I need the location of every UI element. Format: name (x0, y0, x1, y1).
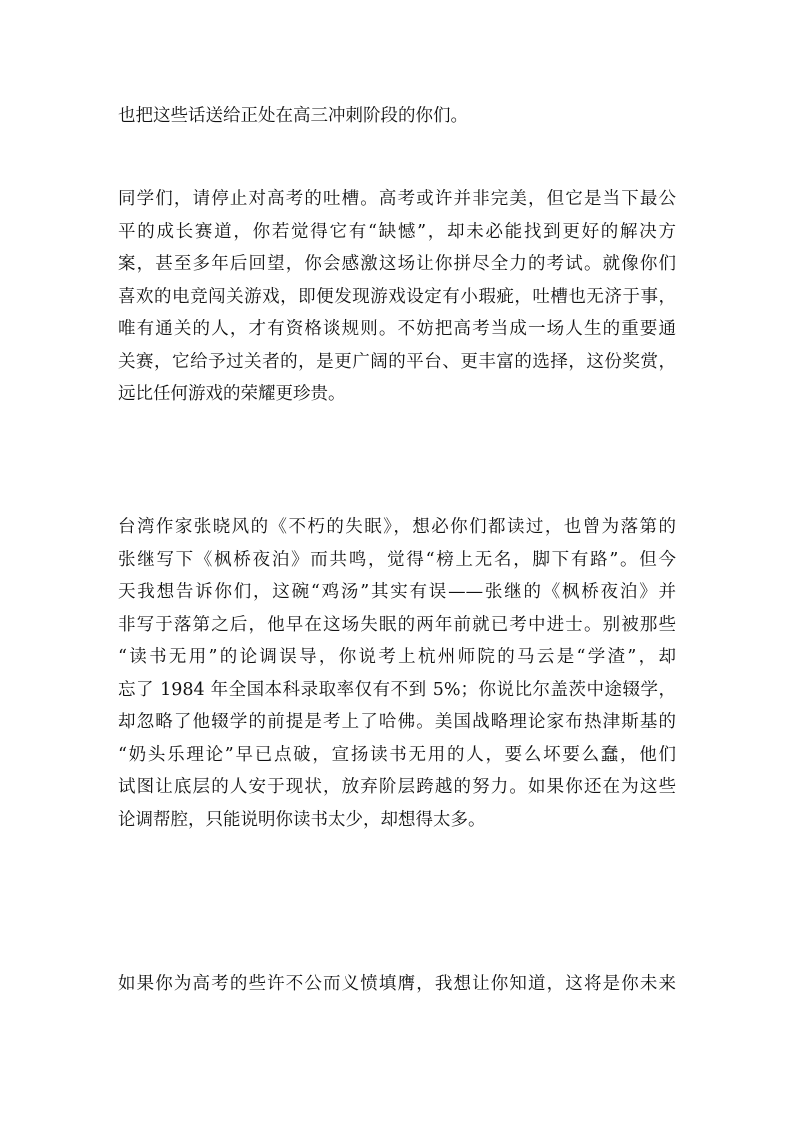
text-line: 平的成长赛道，你若觉得它有“缺憾”，却未必能找到更好的解决方 (118, 221, 676, 242)
text-line: 却忽略了他辍学的前提是考上了哈佛。美国战略理论家布热津斯基的 (118, 712, 676, 732)
text-line: 案，甚至多年后回望，你会感激这场让你拼尽全力的考试。就像你们 (118, 254, 676, 274)
text-line: 喜欢的电竞闯关游戏，即便发现游戏设定有小瑕疵，吐槽也无济于事， (118, 286, 676, 307)
paragraph-2 (118, 183, 676, 411)
paragraph-3 (118, 511, 676, 836)
text-line: 远比任何游戏的荣耀更珍贵。 (118, 384, 346, 404)
text-line: “读书无用”的论调误导，你说考上杭州师院的马云是“学渣”，却 (118, 647, 676, 667)
text-line: 天我想告诉你们，这碗“鸡汤”其实有误——张继的《枫桥夜泊》并 (118, 582, 676, 602)
text-line: 忘了 1984 年全国本科录取率仅有不到 5%；你说比尔盖茨中途辍学， (118, 679, 676, 700)
text-line: 也把这些话送给正处在高三冲刺阶段的你们。 (118, 106, 468, 126)
text-line: 如果你为高考的些许不公而义愤填膺，我想让你知道，这将是你未来 (118, 974, 676, 994)
paragraph-1 (118, 100, 676, 133)
text-line: 唯有通关的人，才有资格谈规则。不妨把高考当成一场人生的重要通 (118, 319, 676, 339)
text-line: 同学们，请停止对高考的吐槽。高考或许并非完美，但它是当下最公 (118, 189, 676, 209)
text-line: 试图让底层的人安于现状，放弃阶层跨越的努力。如果你还在为这些 (118, 777, 676, 797)
text-line: 台湾作家张晓风的《不朽的失眠》，想必你们都读过，也曾为落第的 (118, 517, 676, 537)
text-line: 张继写下《枫桥夜泊》而共鸣，觉得“榜上无名，脚下有路”。但今 (118, 549, 676, 570)
text-line: “奶头乐理论”早已点破，宣扬读书无用的人，要么坏要么蠢，他们 (118, 744, 676, 765)
text-line: 非写于落第之后，他早在这场失眠的两年前就已考中进士。别被那些 (118, 614, 676, 635)
text-line: 论调帮腔，只能说明你读书太少，却想得太多。 (118, 809, 486, 830)
paragraph-4 (118, 968, 676, 1001)
text-line: 关赛，它给予过关者的，是更广阔的平台、更丰富的选择，这份奖赏， (118, 351, 676, 372)
